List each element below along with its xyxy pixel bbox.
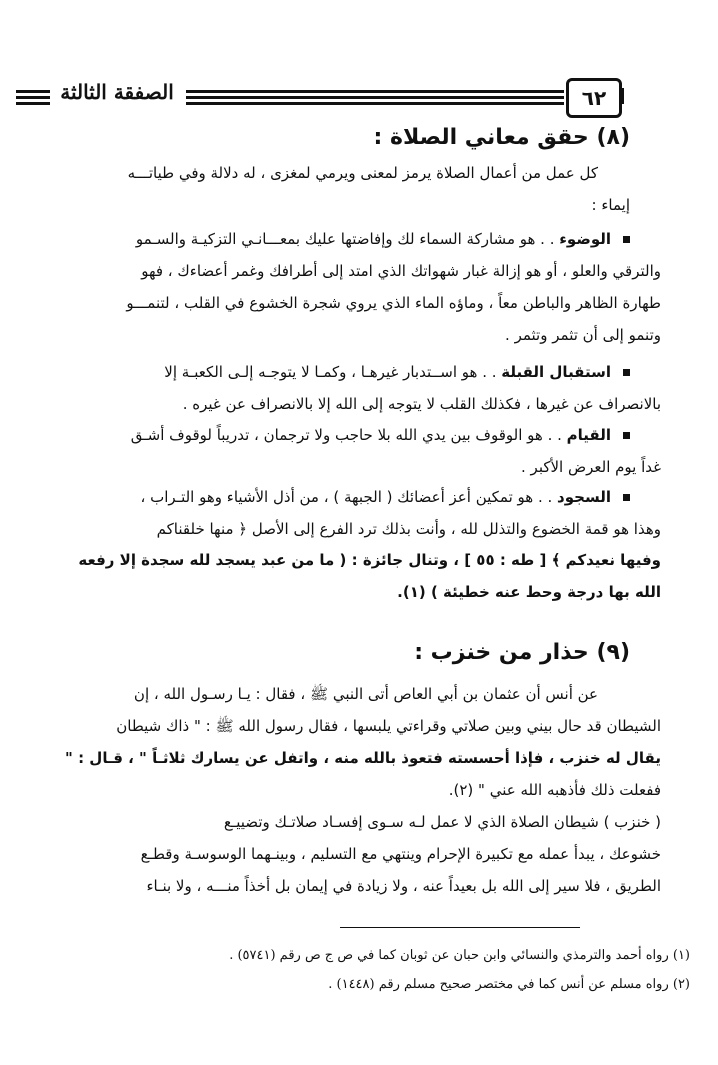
- section-heading: (٩) حذار من خنزب :: [414, 640, 630, 665]
- header-rule: [16, 102, 50, 105]
- section-8: [70, 125, 630, 165]
- footnote-divider: [340, 927, 580, 928]
- list-item: [20, 487, 661, 607]
- paragraph-line: كل عمل من أعمال الصلاة يرمز لمعنى ويرمي لمغزى ، له دلالة وفي طياتـــه: [127, 164, 598, 182]
- paragraph-line: وهذا هو قمة الخضوع والتذلل لله ، وأنت بذلك ترد الفرع إلى الأصل ﴿ منها خلقناكم: [156, 520, 661, 538]
- header-rule: [186, 102, 564, 105]
- paragraph-line: ( خنزب ) شيطان الصلاة الذي لا عمل لـه سـوى إفسـاد صلاتـك وتضييـع: [223, 813, 661, 831]
- header-rule: [16, 90, 50, 93]
- paragraph-line: . . هو اســتدبار غيرهـا ، وكمـا لا يتوجـه إلـى الكعبـة إلا: [164, 363, 502, 381]
- list-item: [20, 229, 661, 349]
- list-item: [20, 362, 661, 422]
- item-term: السجود: [557, 488, 611, 506]
- page-header: [8, 76, 713, 122]
- section-heading: (٨) حقق معاني الصلاة :: [373, 125, 630, 150]
- footnote: (١) رواه أحمد والترمذي والنسائي وابن حبان عن ثوبان كما في ص ج ص رقم (٥٧٤١) .: [229, 948, 690, 963]
- section-9-body: [20, 684, 661, 914]
- paragraph-line: بالانصراف عن غيرها ، فكذلك القلب لا يتوجه إلى الله إلا بالانصراف عن غيره .: [182, 395, 661, 413]
- bullet-icon: [623, 494, 630, 501]
- item-term: الوضوء: [559, 230, 611, 248]
- bullet-icon: [623, 369, 630, 376]
- paragraph-line: غداً يوم العرض الأكبر .: [521, 458, 661, 476]
- footnotes: [50, 948, 690, 1008]
- paragraph-line: . . هو مشاركة السماء لك وإفاضتها عليك بمعـــانـي التزكيـة والسـمو: [135, 230, 560, 248]
- paragraph-line: طهارة الظاهر والباطن معاً ، وماؤه الماء الذي يروي شجرة الخشوع في القلب ، لتنمـــو: [126, 294, 661, 312]
- paragraph-line: . . هو الوقوف بين يدي الله بلا حاجب ولا ترجمان ، تدريباً لوقوف أشـق: [130, 426, 567, 444]
- page-number: ٦٢: [566, 78, 622, 118]
- paragraph-line: الطريق ، فلا سير إلى الله بل بعيداً عنه ، ولا زيادة في إيمان بل أخذاً منـــه ، ولا بنـاء: [146, 877, 661, 895]
- paragraph-line: ففعلت ذلك فأذهبه الله عني " (٢).: [448, 781, 661, 799]
- header-rule: [16, 96, 50, 99]
- section-8-intro: [430, 195, 630, 225]
- item-term: استقبال القبلة: [501, 363, 611, 381]
- bullet-icon: [623, 432, 630, 439]
- paragraph-line: . . هو تمكين أعز أعضائك ( الجبهة ) ، من أذل الأشياء وهو التـراب ،: [140, 488, 558, 506]
- chapter-title: الصفقة الثالثة: [60, 80, 174, 104]
- paragraph-line: وتنمو إلى أن تثمر وتثمر .: [505, 326, 661, 344]
- footnote: (٢) رواه مسلم عن أنس كما في مختصر صحيح مسلم رقم (١٤٤٨) .: [328, 977, 690, 992]
- item-term: القيام: [566, 426, 611, 444]
- paragraph-line: وفيها نعيدكم ﴾ [ طه : ٥٥ ] ، وتنال جائزة : ( ما من عبد يسجد لله سجدة إلا رفعه: [78, 551, 661, 569]
- paragraph-line: الشيطان قد حال بيني وبين صلاتي وقراءتي يلبسها ، فقال رسول الله ﷺ : " ذاك شيطان: [116, 717, 661, 735]
- paragraph-line: الله بها درجة وحط عنه خطيئة ) (١).: [397, 583, 661, 601]
- header-rule: [186, 96, 564, 99]
- paragraph-line: عن أنس أن عثمان بن أبي العاص أتى النبي ﷺ ، فقال : يـا رسـول الله ، إن: [133, 685, 598, 703]
- paragraph-line: إيماء :: [591, 196, 630, 214]
- list-item: [20, 425, 661, 485]
- section-9: [70, 640, 630, 680]
- header-rule: [186, 90, 564, 93]
- bullet-icon: [623, 236, 630, 243]
- paragraph-line: يقال له خنزب ، فإذا أحسسته فتعوذ بالله منه ، واتفل عن يسارك ثلاثـاً " ، قـال : ": [65, 749, 661, 767]
- paragraph-line: خشوعك ، يبدأ عمله مع تكبيرة الإحرام وينتهي مع التسليم ، وبينـهما الوسوسـة وقطـع: [140, 845, 661, 863]
- paragraph-line: والترقي والعلو ، أو هو إزالة غبار شهواتك الذي امتد إلى أطرافك وغمر أعضاءك ، فهو: [141, 262, 661, 280]
